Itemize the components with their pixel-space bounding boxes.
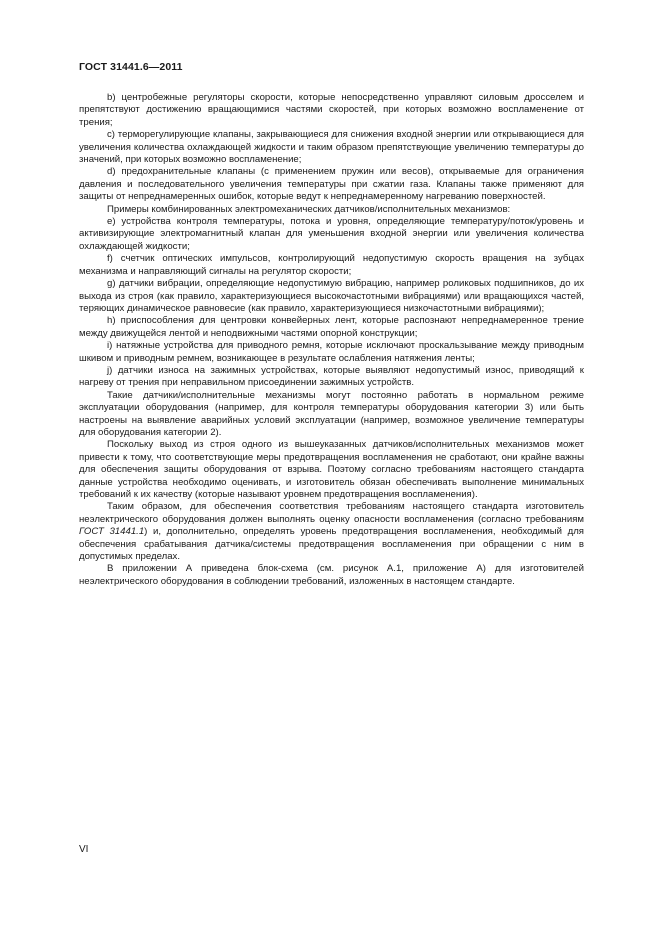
paragraph-annex-reference: В приложении А приведена блок-схема (см. рисунок А.1, приложение А) для изготовителей неэлектрического оборудования в соблюдении требований, изложенных в настоящем стандарте.: [79, 563, 584, 587]
paragraph-b: b) центробежные регуляторы скорости, которые непосредственно управляют силовым дросселем и препятствуют достижению вращающимися частями скоростей, при которых возможно воспламенение от трения;: [79, 92, 584, 128]
paragraph-j: j) датчики износа на зажимных устройствах, которые выявляют недопустимый износ, приводящий к нагреву от трения при неправильном присоединении зажимных устройств.: [79, 364, 584, 389]
paragraph-failure-consequence: Поскольку выход из строя одного из вышеуказанных датчиков/исполнительных механизмов может привести к тому, что соответствующие меры предотвращения воспламенения не сработают, они крайне важны для обеспечения защиты оборудования от взрыва. Поэтому согласно требованиям настоящего стандарта данные устройства необходимо оценивать, и изготовитель обязан обеспечивать выполнение минимальных требований к их качеству (которые называют уровнем предотвращения воспламенения).: [79, 439, 584, 500]
paragraph-h: h) приспособления для центровки конвейерных лент, которые распознают непреднамеренное трение между движущейся лентой и неподвижными частями опорной конструкции;: [79, 315, 584, 339]
standard-reference: ГОСТ 31441.1: [79, 526, 145, 538]
paragraph-c: c) терморегулирующие клапаны, закрывающиеся для снижения входной энергии или открывающиеся для увеличения количества охлаждающей жидкости и таким образом препятствующие увеличению температуры до значений, при которых возможно воспламенение;: [79, 129, 584, 166]
paragraph-examples-intro: Примеры комбинированных электромеханических датчиков/исполнительных механизмов:: [107, 203, 511, 215]
paragraph-sensors-operation: Такие датчики/исполнительные механизмы могут постоянно работать в нормальном режиме эксплуатации оборудования (например, для контроля температуры оборудования категории 3) или быть настроены на выявление аварийных условий эксплуатации (например, возможное увеличение температуры для оборудования категории 2).: [79, 389, 584, 438]
paragraph-e: e) устройства контроля температуры, потока и уровня, определяющие температуру/поток/уровень и активизирующие электромагнитный клапан для уменьшения входной энергии или увеличения количества охлаждающей жидкости;: [79, 216, 584, 252]
paragraph-g: g) датчики вибрации, определяющие недопустимую вибрацию, например роликовых подшипников, до их выхода из строя (как правило, характеризующиеся высокочастотными вибрациями) или вращающихся частей, теряющих динамическое равновесие (как правило, характеризующиеся низкочастотными вибрациями);: [79, 278, 584, 314]
document-body: [79, 92, 584, 588]
paragraph-d: d) предохранительные клапаны (с применением пружин или весов), открываемые для ограничения давления и последовательного увеличения температуры при сжатии газа. Клапаны также применяют для защиты от непреднамеренных ошибок, которые ведут к непреднамеренному нагреванию поверхностей.: [79, 166, 584, 203]
paragraph-f: f) счетчик оптических импульсов, контролирующий недопустимую скорость вращения на зубцах механизма и направляющий сигналы на регулятор скорости;: [79, 253, 584, 277]
paragraph-assessment: [79, 501, 584, 563]
page-number: VI: [79, 844, 89, 855]
assessment-text-before: Таким образом, для обеспечения соответствия требованиям настоящего стандарта изготовитель неэлектрического оборудования должен выполнять оценку опасности воспламенения (согласно требованиям: [79, 501, 584, 525]
paragraph-i: i) натяжные устройства для приводного ремня, которые исключают проскальзывание между приводным шкивом и приводным ремнем, возникающее в результате ослабления натяжения ленты;: [79, 340, 584, 364]
document-header: ГОСТ 31441.6—2011: [79, 61, 183, 73]
assessment-text-after: ) и, дополнительно, определять уровень предотвращения воспламенения, необходимый для обеспечения срабатывания датчика/системы предотвращения воспламенения при обращении с ним в допустимых пределах.: [79, 526, 584, 563]
